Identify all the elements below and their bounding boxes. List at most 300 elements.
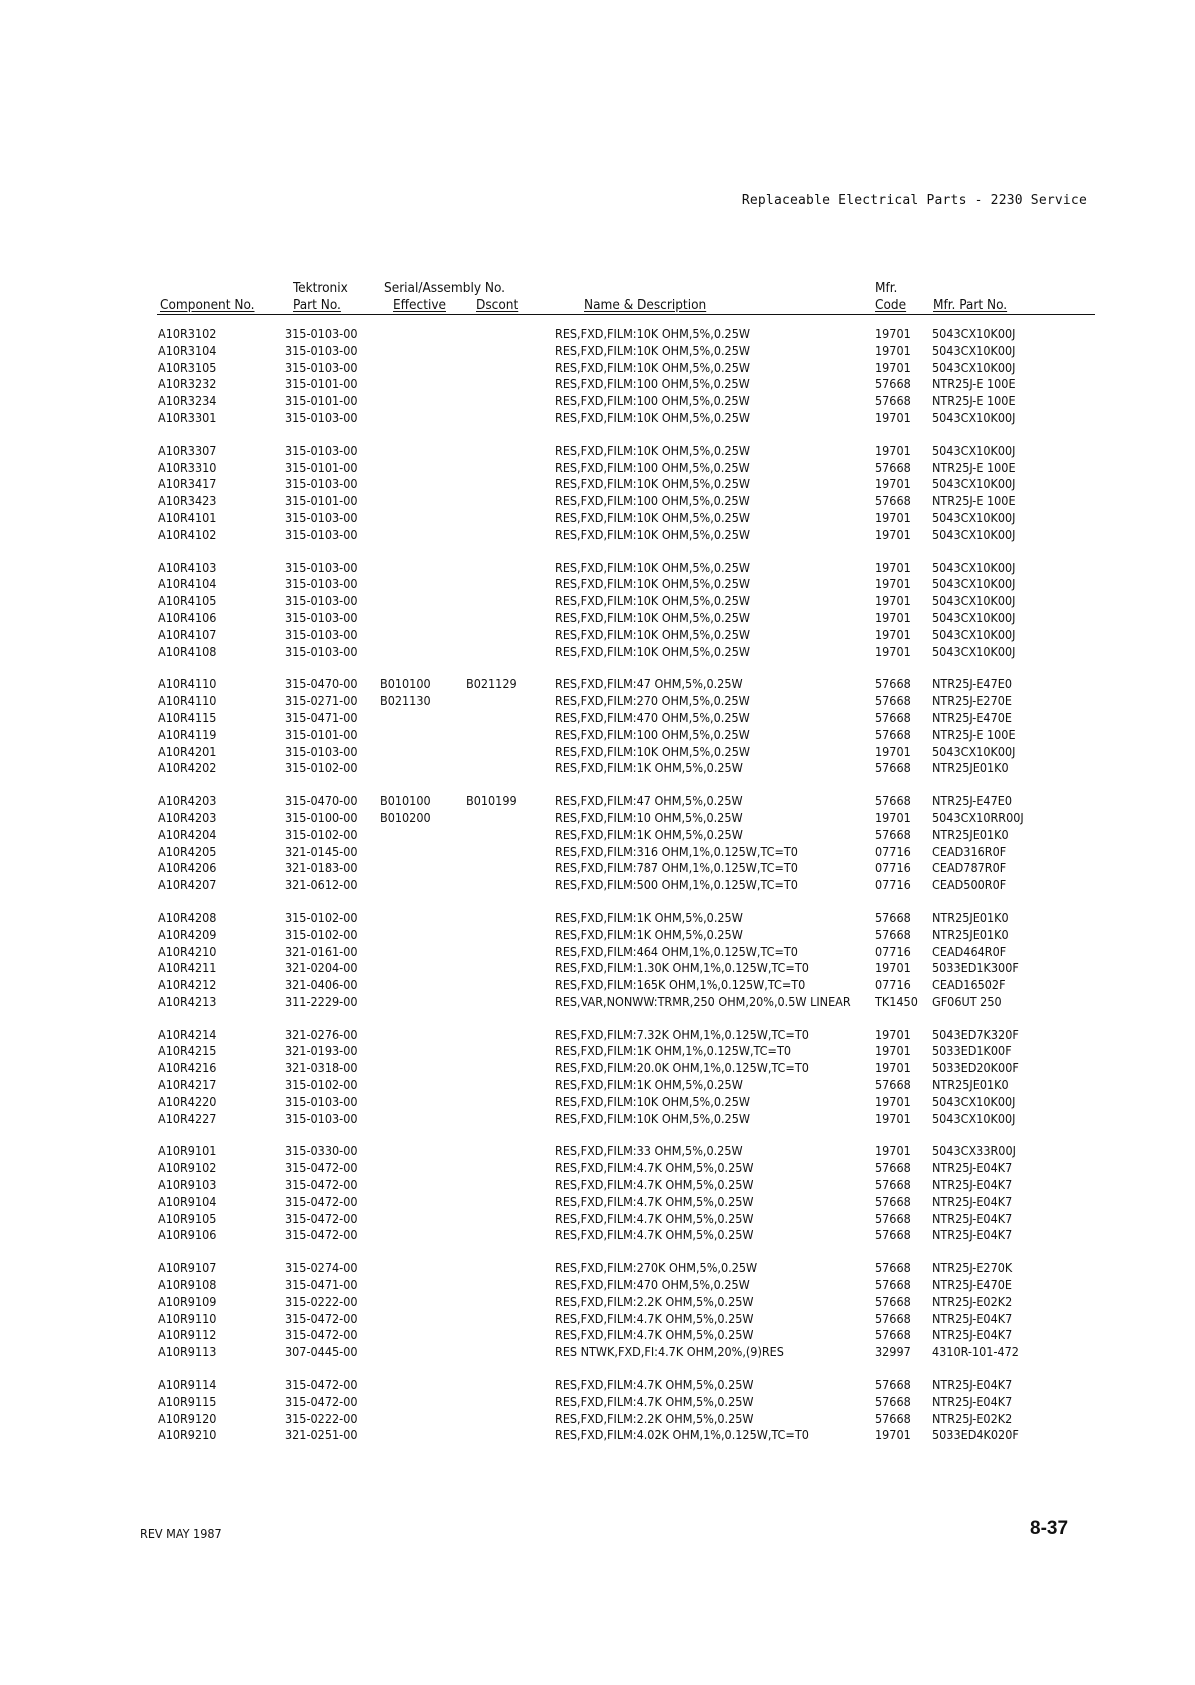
component-no: A10R4211 <box>158 960 217 976</box>
description: RES,FXD,FILM:10K OHM,5%,0.25W <box>555 643 750 659</box>
mfr-part-no: NTR25J-E270K <box>932 1260 1013 1276</box>
description: RES,FXD,FILM:4.7K OHM,5%,0.25W <box>555 1310 754 1326</box>
mfr-part-no: CEAD500R0F <box>932 877 1007 893</box>
component-no: A10R9113 <box>158 1344 217 1360</box>
part-no: 321-0183-00 <box>285 860 358 876</box>
mfr-code: 19701 <box>875 559 911 575</box>
table-row <box>0 927 1195 944</box>
mfr-code: 07716 <box>875 977 911 993</box>
component-no: A10R3232 <box>158 376 217 392</box>
description: RES,FXD,FILM:270K OHM,5%,0.25W <box>555 1260 758 1276</box>
part-no: 321-0406-00 <box>285 977 358 993</box>
mfr-code: 57668 <box>875 909 911 925</box>
part-no: 315-0222-00 <box>285 1410 358 1426</box>
mfr-part-no: 5043CX10K00J <box>932 476 1016 492</box>
mfr-code: 19701 <box>875 409 911 425</box>
description: RES,FXD,FILM:47 OHM,5%,0.25W <box>555 793 743 809</box>
component-no: A10R9102 <box>158 1160 217 1176</box>
part-no: 315-0271-00 <box>285 693 358 709</box>
mfr-part-no: 5043CX10RR00J <box>932 809 1024 825</box>
mfr-part-no: 5043CX10K00J <box>932 509 1016 525</box>
description: RES,FXD,FILM:4.02K OHM,1%,0.125W,TC=T0 <box>555 1427 809 1443</box>
part-no: 315-0102-00 <box>285 1077 358 1093</box>
col-dscont: Dscont <box>476 297 519 313</box>
mfr-part-no: NTR25JE01K0 <box>932 1077 1009 1093</box>
description: RES,FXD,FILM:316 OHM,1%,0.125W,TC=T0 <box>555 843 798 859</box>
component-no: A10R3301 <box>158 409 217 425</box>
table-row <box>0 1427 1195 1444</box>
part-no: 315-0103-00 <box>285 576 358 592</box>
mfr-part-no: 5043CX10K00J <box>932 643 1016 659</box>
component-no: A10R4205 <box>158 843 217 859</box>
description: RES,FXD,FILM:10K OHM,5%,0.25W <box>555 526 750 542</box>
mfr-part-no: NTR25J-E 100E <box>932 393 1016 409</box>
row-group <box>0 910 1195 1011</box>
component-no: A10R3102 <box>158 326 217 341</box>
description: RES,FXD,FILM:464 OHM,1%,0.125W,TC=T0 <box>555 943 798 959</box>
table-row <box>0 744 1195 761</box>
mfr-part-no: NTR25J-E47E0 <box>932 676 1012 692</box>
component-no: A10R3310 <box>158 459 217 475</box>
description: RES,FXD,FILM:270 OHM,5%,0.25W <box>555 693 750 709</box>
table-row <box>0 960 1195 977</box>
mfr-part-no: 5033ED20K00F <box>932 1060 1019 1076</box>
component-no: A10R4209 <box>158 926 217 942</box>
mfr-code: 57668 <box>875 1293 911 1309</box>
mfr-code: 57668 <box>875 1410 911 1426</box>
mfr-part-no: CEAD316R0F <box>932 843 1007 859</box>
mfr-code: 19701 <box>875 593 911 609</box>
table-row <box>0 1294 1195 1311</box>
col-mfr-part: Mfr. Part No. <box>933 297 1008 313</box>
description: RES,VAR,NONWW:TRMR,250 OHM,20%,0.5W LINEAR <box>555 993 851 1009</box>
table-row <box>0 1394 1195 1411</box>
component-no: A10R4214 <box>158 1026 217 1042</box>
mfr-code: 57668 <box>875 493 911 509</box>
mfr-code: 19701 <box>875 442 911 458</box>
component-no: A10R9101 <box>158 1143 217 1159</box>
description: RES,FXD,FILM:100 OHM,5%,0.25W <box>555 493 750 509</box>
table-row <box>0 676 1195 693</box>
part-no: 315-0103-00 <box>285 559 358 575</box>
table-row <box>0 1111 1195 1128</box>
component-no: A10R9109 <box>158 1293 217 1309</box>
table-row <box>0 644 1195 661</box>
mfr-code: 57668 <box>875 1393 911 1409</box>
component-no: A10R4207 <box>158 877 217 893</box>
mfr-part-no: 5043CX10K00J <box>932 526 1016 542</box>
mfr-code: 57668 <box>875 693 911 709</box>
mfr-code: 19701 <box>875 626 911 642</box>
mfr-code: 57668 <box>875 1177 911 1193</box>
part-no: 321-0612-00 <box>285 877 358 893</box>
mfr-part-no: NTR25J-E02K2 <box>932 1293 1013 1309</box>
discontinued-serial: B021129 <box>466 676 517 692</box>
part-no: 315-0472-00 <box>285 1227 358 1243</box>
description: RES,FXD,FILM:1K OHM,5%,0.25W <box>555 909 743 925</box>
mfr-part-no: NTR25J-E04K7 <box>932 1227 1013 1243</box>
description: RES,FXD,FILM:787 OHM,1%,0.125W,TC=T0 <box>555 860 798 876</box>
row-group <box>0 326 1195 427</box>
description: RES,FXD,FILM:1K OHM,5%,0.25W <box>555 926 743 942</box>
part-no: 315-0101-00 <box>285 726 358 742</box>
component-no: A10R3234 <box>158 393 217 409</box>
mfr-part-no: 5043CX10K00J <box>932 442 1016 458</box>
part-no: 321-0193-00 <box>285 1043 358 1059</box>
table-row <box>0 593 1195 610</box>
mfr-code: 57668 <box>875 1227 911 1243</box>
table-row <box>0 1143 1195 1160</box>
description: RES,FXD,FILM:100 OHM,5%,0.25W <box>555 376 750 392</box>
table-header <box>0 280 1195 316</box>
mfr-part-no: 5043ED7K320F <box>932 1026 1019 1042</box>
mfr-code: 57668 <box>875 1277 911 1293</box>
description: RES,FXD,FILM:10K OHM,5%,0.25W <box>555 609 750 625</box>
mfr-part-no: 5033ED4K020F <box>932 1427 1019 1443</box>
row-group <box>0 676 1195 777</box>
mfr-code: 57668 <box>875 826 911 842</box>
table-row <box>0 1077 1195 1094</box>
mfr-part-no: NTR25J-E 100E <box>932 376 1016 392</box>
table-row <box>0 1094 1195 1111</box>
description: RES,FXD,FILM:1K OHM,5%,0.25W <box>555 1077 743 1093</box>
description: RES,FXD,FILM:500 OHM,1%,0.125W,TC=T0 <box>555 877 798 893</box>
mfr-part-no: 5043CX10K00J <box>932 576 1016 592</box>
description: RES,FXD,FILM:10 OHM,5%,0.25W <box>555 809 743 825</box>
mfr-part-no: NTR25JE01K0 <box>932 909 1009 925</box>
description: RES,FXD,FILM:20.0K OHM,1%,0.125W,TC=T0 <box>555 1060 809 1076</box>
component-no: A10R9103 <box>158 1177 217 1193</box>
description: RES,FXD,FILM:4.7K OHM,5%,0.25W <box>555 1177 754 1193</box>
table-row <box>0 760 1195 777</box>
description: RES,FXD,FILM:4.7K OHM,5%,0.25W <box>555 1160 754 1176</box>
part-no: 311-2229-00 <box>285 993 358 1009</box>
description: RES,FXD,FILM:10K OHM,5%,0.25W <box>555 409 750 425</box>
mfr-part-no: NTR25J-E270E <box>932 693 1012 709</box>
col-serial: Serial/Assembly No. <box>384 280 505 296</box>
mfr-code: 57668 <box>875 1260 911 1276</box>
mfr-code: 57668 <box>875 1210 911 1226</box>
description: RES,FXD,FILM:1.30K OHM,1%,0.125W,TC=T0 <box>555 960 809 976</box>
mfr-part-no: 5033ED1K00F <box>932 1043 1012 1059</box>
table-row <box>0 610 1195 627</box>
component-no: A10R3417 <box>158 476 217 492</box>
mfr-code: 57668 <box>875 1077 911 1093</box>
mfr-part-no: 4310R-101-472 <box>932 1344 1019 1360</box>
mfr-code: 57668 <box>875 1193 911 1209</box>
mfr-part-no: NTR25J-E04K7 <box>932 1160 1013 1176</box>
part-no: 321-0161-00 <box>285 943 358 959</box>
table-row <box>0 810 1195 827</box>
description: RES,FXD,FILM:470 OHM,5%,0.25W <box>555 709 750 725</box>
component-no: A10R3423 <box>158 493 217 509</box>
col-component: Component No. <box>160 297 255 313</box>
description: RES,FXD,FILM:10K OHM,5%,0.25W <box>555 326 750 341</box>
mfr-part-no: 5043CX10K00J <box>932 593 1016 609</box>
mfr-part-no: NTR25J-E470E <box>932 1277 1012 1293</box>
parts-table <box>0 326 1195 1460</box>
mfr-part-no: 5043CX10K00J <box>932 626 1016 642</box>
part-no: 315-0103-00 <box>285 643 358 659</box>
mfr-code: 19701 <box>875 643 911 659</box>
component-no: A10R4206 <box>158 860 217 876</box>
table-row <box>0 1277 1195 1294</box>
component-no: A10R9110 <box>158 1310 217 1326</box>
table-row <box>0 1260 1195 1277</box>
part-no: 315-0103-00 <box>285 359 358 375</box>
table-row <box>0 1194 1195 1211</box>
table-row <box>0 493 1195 510</box>
component-no: A10R4216 <box>158 1060 217 1076</box>
part-no: 315-0103-00 <box>285 609 358 625</box>
description: RES,FXD,FILM:10K OHM,5%,0.25W <box>555 576 750 592</box>
part-no: 315-0101-00 <box>285 493 358 509</box>
mfr-part-no: NTR25J-E04K7 <box>932 1177 1013 1193</box>
col-code: Code <box>875 297 907 313</box>
part-no: 315-0274-00 <box>285 1260 358 1276</box>
table-row <box>0 1377 1195 1394</box>
component-no: A10R4220 <box>158 1093 217 1109</box>
part-no: 315-0103-00 <box>285 476 358 492</box>
mfr-code: 57668 <box>875 709 911 725</box>
description: RES,FXD,FILM:100 OHM,5%,0.25W <box>555 726 750 742</box>
mfr-code: 19701 <box>875 342 911 358</box>
component-no: A10R4102 <box>158 526 217 542</box>
running-header: Replaceable Electrical Parts - 2230 Service <box>741 193 1087 208</box>
mfr-code: 57668 <box>875 1160 911 1176</box>
component-no: A10R4103 <box>158 559 217 575</box>
row-group <box>0 793 1195 894</box>
table-row <box>0 910 1195 927</box>
table-row <box>0 1327 1195 1344</box>
component-no: A10R9112 <box>158 1327 217 1343</box>
part-no: 315-0101-00 <box>285 459 358 475</box>
mfr-code: 07716 <box>875 877 911 893</box>
col-tektronix: Tektronix <box>293 280 348 296</box>
table-row <box>0 944 1195 961</box>
description: RES,FXD,FILM:4.7K OHM,5%,0.25W <box>555 1393 754 1409</box>
component-no: A10R9114 <box>158 1377 217 1393</box>
description: RES,FXD,FILM:7.32K OHM,1%,0.125W,TC=T0 <box>555 1026 809 1042</box>
mfr-part-no: 5043CX33R00J <box>932 1143 1016 1159</box>
description: RES,FXD,FILM:10K OHM,5%,0.25W <box>555 442 750 458</box>
mfr-code: 19701 <box>875 1427 911 1443</box>
mfr-part-no: NTR25J-E 100E <box>932 459 1016 475</box>
part-no: 315-0100-00 <box>285 809 358 825</box>
component-no: A10R4204 <box>158 826 217 842</box>
mfr-part-no: 5043CX10K00J <box>932 409 1016 425</box>
mfr-code: 19701 <box>875 960 911 976</box>
part-no: 315-0330-00 <box>285 1143 358 1159</box>
revision-date: REV MAY 1987 <box>140 1526 222 1541</box>
col-part-no: Part No. <box>293 297 341 313</box>
part-no: 315-0101-00 <box>285 376 358 392</box>
table-row <box>0 460 1195 477</box>
mfr-part-no: NTR25J-E02K2 <box>932 1410 1013 1426</box>
part-no: 321-0145-00 <box>285 843 358 859</box>
part-no: 315-0101-00 <box>285 393 358 409</box>
description: RES,FXD,FILM:33 OHM,5%,0.25W <box>555 1143 743 1159</box>
mfr-part-no: CEAD787R0F <box>932 860 1007 876</box>
part-no: 321-0204-00 <box>285 960 358 976</box>
component-no: A10R3307 <box>158 442 217 458</box>
mfr-code: 57668 <box>875 926 911 942</box>
component-no: A10R4203 <box>158 809 217 825</box>
description: RES,FXD,FILM:1K OHM,5%,0.25W <box>555 826 743 842</box>
component-no: A10R4101 <box>158 509 217 525</box>
mfr-part-no: 5043CX10K00J <box>932 559 1016 575</box>
table-row <box>0 1227 1195 1244</box>
row-group <box>0 1027 1195 1128</box>
description: RES,FXD,FILM:10K OHM,5%,0.25W <box>555 476 750 492</box>
table-row <box>0 576 1195 593</box>
mfr-part-no: 5043CX10K00J <box>932 743 1016 759</box>
mfr-code: 57668 <box>875 760 911 776</box>
table-row <box>0 410 1195 427</box>
part-no: 315-0102-00 <box>285 826 358 842</box>
description: RES,FXD,FILM:4.7K OHM,5%,0.25W <box>555 1377 754 1393</box>
part-no: 315-0102-00 <box>285 926 358 942</box>
part-no: 307-0445-00 <box>285 1344 358 1360</box>
description: RES,FXD,FILM:2.2K OHM,5%,0.25W <box>555 1293 754 1309</box>
table-row <box>0 994 1195 1011</box>
mfr-part-no: 5033ED1K300F <box>932 960 1019 976</box>
part-no: 315-0103-00 <box>285 326 358 341</box>
component-no: A10R4119 <box>158 726 217 742</box>
description: RES,FXD,FILM:10K OHM,5%,0.25W <box>555 1093 750 1109</box>
mfr-code: 19701 <box>875 476 911 492</box>
part-no: 315-0472-00 <box>285 1377 358 1393</box>
component-no: A10R4104 <box>158 576 217 592</box>
table-row <box>0 710 1195 727</box>
mfr-code: 57668 <box>875 1310 911 1326</box>
description: RES,FXD,FILM:10K OHM,5%,0.25W <box>555 626 750 642</box>
table-row <box>0 860 1195 877</box>
description: RES,FXD,FILM:4.7K OHM,5%,0.25W <box>555 1193 754 1209</box>
mfr-code: 07716 <box>875 843 911 859</box>
mfr-code: 19701 <box>875 576 911 592</box>
component-no: A10R4110 <box>158 693 217 709</box>
component-no: A10R3104 <box>158 342 217 358</box>
mfr-code: 19701 <box>875 509 911 525</box>
mfr-part-no: NTR25J-E 100E <box>932 493 1016 509</box>
component-no: A10R9104 <box>158 1193 217 1209</box>
component-no: A10R4212 <box>158 977 217 993</box>
component-no: A10R4208 <box>158 909 217 925</box>
part-no: 315-0102-00 <box>285 760 358 776</box>
mfr-code: 19701 <box>875 1060 911 1076</box>
effective-serial: B010200 <box>380 809 431 825</box>
mfr-code: 07716 <box>875 943 911 959</box>
table-row <box>0 560 1195 577</box>
mfr-part-no: GF06UT 250 <box>932 993 1002 1009</box>
part-no: 315-0103-00 <box>285 626 358 642</box>
description: RES NTWK,FXD,FI:4.7K OHM,20%,(9)RES <box>555 1344 784 1360</box>
mfr-code: 19701 <box>875 359 911 375</box>
mfr-code: 19701 <box>875 743 911 759</box>
mfr-part-no: NTR25JE01K0 <box>932 760 1009 776</box>
part-no: 315-0103-00 <box>285 409 358 425</box>
mfr-part-no: NTR25J-E470E <box>932 709 1012 725</box>
component-no: A10R9107 <box>158 1260 217 1276</box>
mfr-part-no: CEAD464R0F <box>932 943 1007 959</box>
mfr-part-no: 5043CX10K00J <box>932 326 1016 341</box>
part-no: 315-0470-00 <box>285 793 358 809</box>
component-no: A10R4202 <box>158 760 217 776</box>
mfr-code: 57668 <box>875 676 911 692</box>
part-no: 315-0472-00 <box>285 1327 358 1343</box>
table-row <box>0 1160 1195 1177</box>
component-no: A10R4210 <box>158 943 217 959</box>
description: RES,FXD,FILM:1K OHM,5%,0.25W <box>555 760 743 776</box>
mfr-part-no: 5043CX10K00J <box>932 342 1016 358</box>
table-row <box>0 326 1195 343</box>
part-no: 321-0276-00 <box>285 1026 358 1042</box>
mfr-code: 19701 <box>875 1143 911 1159</box>
description: RES,FXD,FILM:4.7K OHM,5%,0.25W <box>555 1210 754 1226</box>
mfr-part-no: NTR25J-E04K7 <box>932 1310 1013 1326</box>
mfr-part-no: 5043CX10K00J <box>932 1093 1016 1109</box>
component-no: A10R4213 <box>158 993 217 1009</box>
table-row <box>0 360 1195 377</box>
description: RES,FXD,FILM:10K OHM,5%,0.25W <box>555 1110 750 1126</box>
part-no: 315-0471-00 <box>285 709 358 725</box>
part-no: 315-0103-00 <box>285 1110 358 1126</box>
mfr-code: 57668 <box>875 726 911 742</box>
part-no: 315-0222-00 <box>285 1293 358 1309</box>
mfr-part-no: NTR25JE01K0 <box>932 826 1009 842</box>
table-row <box>0 1027 1195 1044</box>
description: RES,FXD,FILM:10K OHM,5%,0.25W <box>555 559 750 575</box>
table-row <box>0 376 1195 393</box>
description: RES,FXD,FILM:1K OHM,1%,0.125W,TC=T0 <box>555 1043 791 1059</box>
part-no: 315-0472-00 <box>285 1393 358 1409</box>
part-no: 321-0318-00 <box>285 1060 358 1076</box>
description: RES,FXD,FILM:470 OHM,5%,0.25W <box>555 1277 750 1293</box>
table-row <box>0 844 1195 861</box>
part-no: 315-0472-00 <box>285 1310 358 1326</box>
mfr-code: 19701 <box>875 526 911 542</box>
description: RES,FXD,FILM:10K OHM,5%,0.25W <box>555 342 750 358</box>
part-no: 321-0251-00 <box>285 1427 358 1443</box>
page-number: 8-37 <box>1030 1518 1069 1539</box>
row-group <box>0 1260 1195 1361</box>
component-no: A10R4107 <box>158 626 217 642</box>
component-no: A10R4227 <box>158 1110 217 1126</box>
mfr-part-no: NTR25J-E 100E <box>932 726 1016 742</box>
component-no: A10R4201 <box>158 743 217 759</box>
table-row <box>0 527 1195 544</box>
table-row <box>0 1344 1195 1361</box>
part-no: 315-0472-00 <box>285 1210 358 1226</box>
component-no: A10R9210 <box>158 1427 217 1443</box>
table-row <box>0 1311 1195 1328</box>
mfr-code: 57668 <box>875 793 911 809</box>
description: RES,FXD,FILM:100 OHM,5%,0.25W <box>555 459 750 475</box>
mfr-code: 57668 <box>875 1377 911 1393</box>
component-no: A10R9106 <box>158 1227 217 1243</box>
component-no: A10R4110 <box>158 676 217 692</box>
table-row <box>0 1177 1195 1194</box>
component-no: A10R3105 <box>158 359 217 375</box>
mfr-part-no: NTR25J-E04K7 <box>932 1377 1013 1393</box>
table-row <box>0 510 1195 527</box>
part-no: 315-0103-00 <box>285 509 358 525</box>
row-group <box>0 443 1195 544</box>
table-row <box>0 1043 1195 1060</box>
table-row <box>0 627 1195 644</box>
part-no: 315-0103-00 <box>285 1093 358 1109</box>
